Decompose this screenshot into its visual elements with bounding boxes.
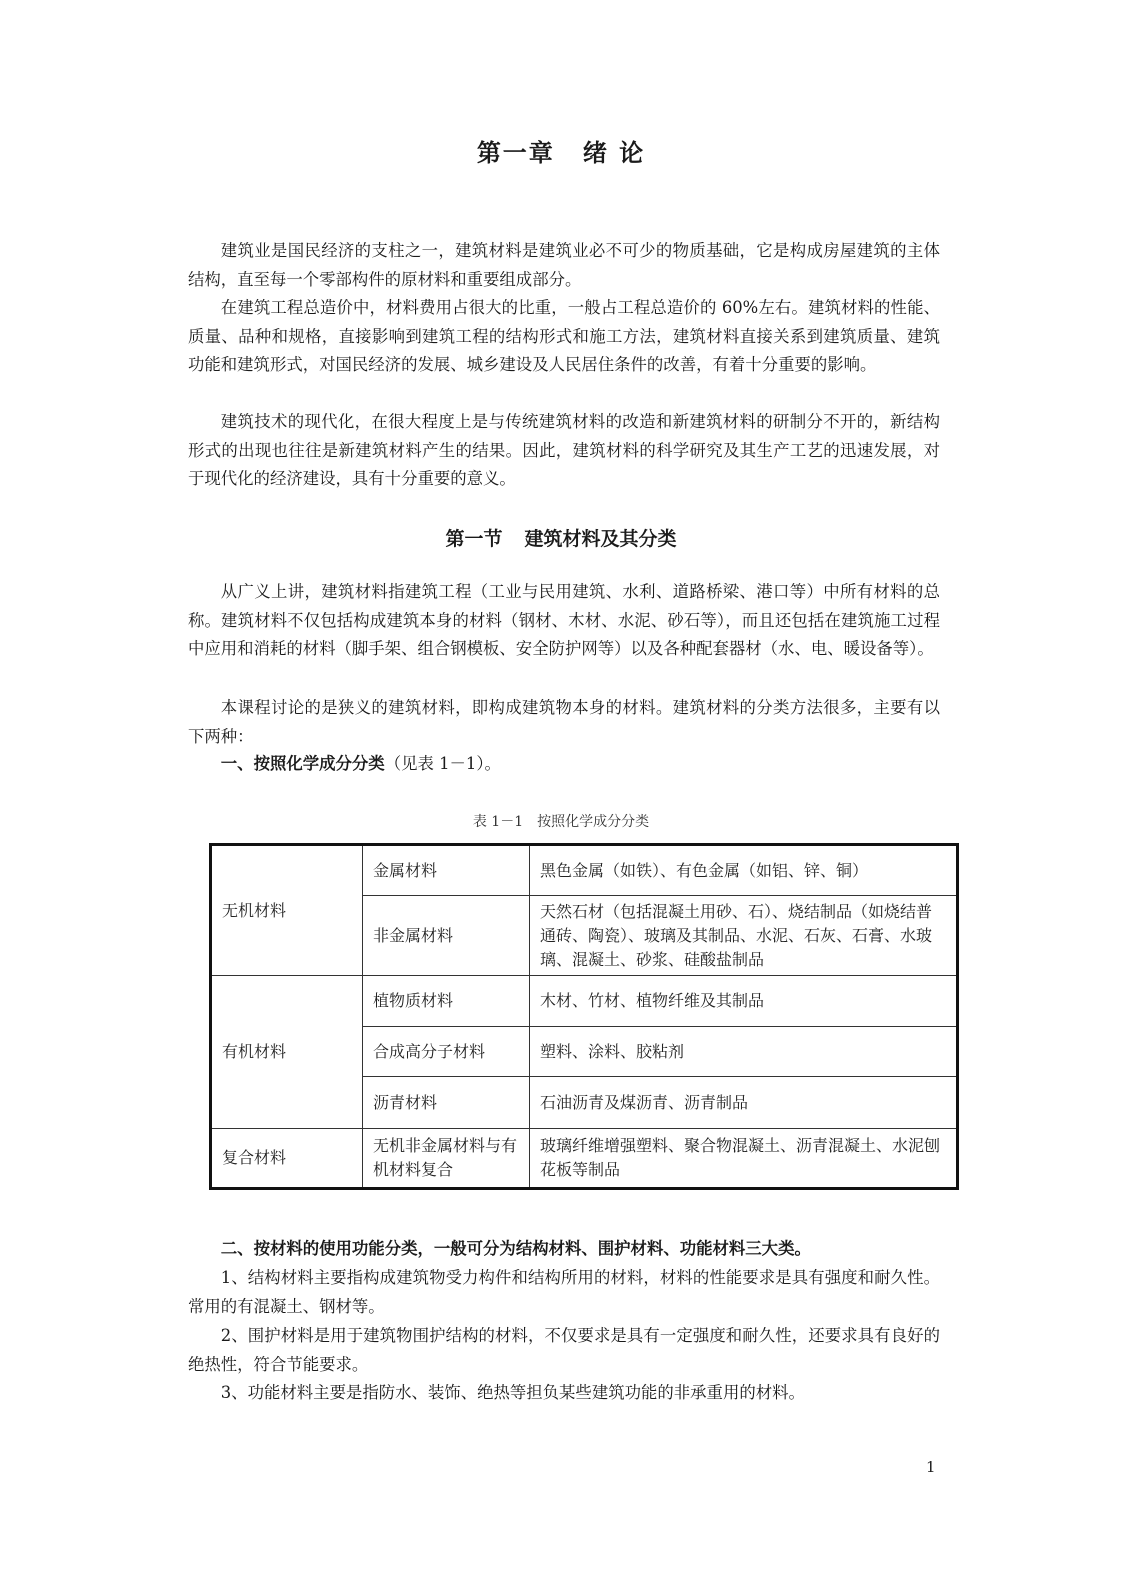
examples-cell: 塑料、涂料、胶粘剂 xyxy=(530,1027,958,1077)
subcategory-cell: 金属材料 xyxy=(363,845,530,896)
table-row xyxy=(211,976,958,1027)
table-caption-number: 表 1－1 xyxy=(472,814,524,830)
subcategory-cell: 沥青材料 xyxy=(363,1077,530,1129)
examples-cell: 木材、竹材、植物纤维及其制品 xyxy=(530,976,958,1027)
section-title xyxy=(0,524,1122,551)
examples-cell: 天然石材（包括混凝土用砂、石）、烧结制品（如烧结普通砖、陶瓷）、玻璃及其制品、水泥、石灰、石膏、水玻璃、混凝土、砂浆、硅酸盐制品 xyxy=(530,896,958,976)
section-paragraph: 从广义上讲，建筑材料指建筑工程（工业与民用建筑、水利、道路桥梁、港口等）中所有材料的总称。建筑材料不仅包括构成建筑本身的材料（钢材、木材、水泥、砂石等），而且还包括在建筑施工过程中应用和消耗的材料（脚手架、组合钢模板、安全防护网等）以及各种配套器材（水、电、暖设备等）。 xyxy=(188,582,940,658)
function-item: 3、功能材料主要是指防水、装饰、绝热等担负某些建筑功能的非承重用的材料。 xyxy=(220,1383,805,1402)
function-heading-text: 二、按材料的使用功能分类，一般可分为结构材料、围护材料、功能材料三大类。 xyxy=(220,1239,811,1258)
chapter-name: 绪 论 xyxy=(582,139,646,167)
examples-cell: 玻璃纤维增强塑料、聚合物混凝土、沥青混凝土、水泥刨花板等制品 xyxy=(530,1129,958,1189)
group-cell: 复合材料 xyxy=(211,1129,363,1189)
section-paragraph: 本课程讨论的是狭义的建筑材料，即构成建筑物本身的材料。建筑材料的分类方法很多，主要有以下两种： xyxy=(188,698,940,746)
classification-heading-ref: （见表 1－1）。 xyxy=(384,754,501,773)
subcategory-cell: 合成高分子材料 xyxy=(363,1027,530,1077)
intro-paragraph: 建筑技术的现代化，在很大程度上是与传统建筑材料的改造和新建筑材料的研制分不开的，新结构形式的出现也往往是新建筑材料产生的结果。因此，建筑材料的科学研究及其生产工艺的迅速发展，对于现代化的经济建设，具有十分重要的意义。 xyxy=(188,412,940,488)
examples-cell: 黑色金属（如铁）、有色金属（如铝、锌、铜） xyxy=(530,845,958,896)
intro-paragraph: 在建筑工程总造价中，材料费用占很大的比重，一般占工程总造价的 60%左右。建筑材料的性能、质量、品种和规格，直接影响到建筑工程的结构形式和施工方法，建筑材料直接关系到建筑质量、建筑功能和建筑形式，对国民经济的发展、城乡建设及人民居住条件的改善，有着十分重要的影响。 xyxy=(188,298,940,374)
table-caption-title: 按照化学成分分类 xyxy=(537,814,650,830)
group-cell: 无机材料 xyxy=(211,845,363,976)
subcategory-cell: 无机非金属材料与有机材料复合 xyxy=(363,1129,530,1189)
section-name: 建筑材料及其分类 xyxy=(524,528,677,550)
function-item: 2、围护材料是用于建筑物围护结构的材料，不仅要求是具有一定强度和耐久性，还要求具有良好的绝热性，符合节能要求。 xyxy=(188,1326,940,1374)
function-heading xyxy=(188,1235,940,1263)
classification-table xyxy=(209,843,959,1190)
intro-paragraph: 建筑业是国民经济的支柱之一，建筑材料是建筑业必不可少的物质基础，它是构成房屋建筑的主体结构，直至每一个零部构件的原材料和重要组成部分。 xyxy=(188,241,940,289)
function-item: 1、结构材料主要指构成建筑物受力构件和结构所用的材料，材料的性能要求是具有强度和耐久性。常用的有混凝土、钢材等。 xyxy=(188,1268,940,1316)
group-cell: 有机材料 xyxy=(211,976,363,1129)
classification-heading xyxy=(188,750,940,778)
examples-cell: 石油沥青及煤沥青、沥青制品 xyxy=(530,1077,958,1129)
table-row xyxy=(211,1129,958,1189)
page-number: 1 xyxy=(926,1458,936,1476)
table-row xyxy=(211,845,958,896)
subcategory-cell: 非金属材料 xyxy=(363,896,530,976)
table-caption xyxy=(0,811,1122,831)
classification-heading-bold: 一、按照化学成分分类 xyxy=(220,754,385,773)
section-number: 第一节 xyxy=(445,528,503,550)
chapter-number: 第一章 xyxy=(476,139,555,167)
subcategory-cell: 植物质材料 xyxy=(363,976,530,1027)
chapter-title xyxy=(0,133,1122,168)
